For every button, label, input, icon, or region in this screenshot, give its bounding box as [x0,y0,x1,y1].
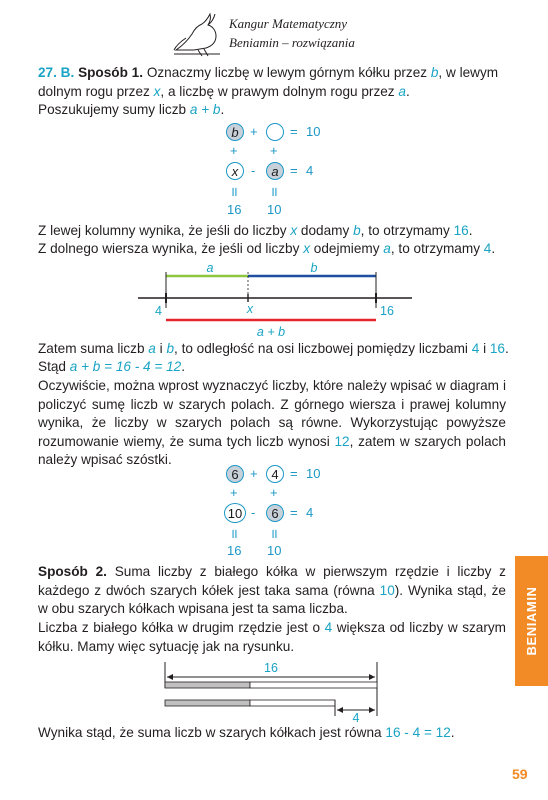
column-explanation [38,222,472,241]
number-4: 4 [483,241,492,256]
circle-top-left: 6 [226,465,244,483]
bottom-row-value: 4 [306,505,314,520]
op-minus: - [251,505,256,520]
intro-text: , a liczbę w prawym dolnym rogu przez [160,84,395,99]
label-b: b [310,261,318,275]
intro-text: Oznaczmy liczbę w lewym górnym kółku przez [146,65,428,80]
op-plus: + [250,466,258,481]
column-text: dodamy [300,223,350,238]
left-column-total: 16 [227,543,242,558]
circle-bottom-right: a [266,162,284,180]
result-expression: a + b = 16 - 4 = 12 [69,359,182,374]
right-column-total: 10 [267,543,282,558]
intro-text: dolnym rogu przez [38,84,150,99]
bar-label-4: 4 [352,711,360,724]
bar-diagram [155,658,395,724]
method1-label: Sposób 1. [78,65,144,80]
final-statement [38,724,455,743]
bar-bottom-white [250,700,335,706]
method2-text: ). Wynika stąd, że w obu szarych kółkach wpisana jest ta sama liczba. [38,582,506,617]
problem-label: 27. B. [38,65,75,80]
op-equals-col-right: ॥ [270,526,278,541]
circle-top-left: b [226,123,244,141]
explanation-text: , zatem w szarych polach należy wpisać szóstki. [38,433,506,468]
op-equals-col-right: ॥ [270,184,278,199]
section-side-tab [515,556,548,686]
distance-text: . [505,341,509,356]
op-equals: = [290,505,298,520]
bar-label-16: 16 [264,661,278,675]
number-4: 4 [471,341,480,356]
final-text: Wynika stąd, że suma liczb w szarych kółkach jest równa [38,725,382,740]
var-x: x [303,241,310,256]
op-equals: = [290,124,298,139]
label-16: 16 [380,304,394,318]
row-text: Z dolnego wiersza wynika, że jeśli od liczby [38,241,300,256]
distance-text: i [159,341,163,356]
problem-intro-line-1 [38,64,498,83]
number-16: 16 [489,341,505,356]
row-explanation [38,240,495,259]
intro-text: , w lewym [438,65,499,80]
var-a: a [383,241,391,256]
bar-bottom-gray [165,700,250,706]
kangaroo-logo-icon [172,10,224,58]
top-row-value: 10 [306,466,321,481]
intro-text: Poszukujemy sumy liczb [38,102,187,117]
method2-paragraph-b [38,619,506,656]
number-4: 4 [324,620,333,635]
problem-intro-line-2 [38,83,410,102]
row-text: . [491,241,496,256]
var-b: b [353,223,361,238]
number-12: 12 [334,433,350,449]
explanation-text: Oczywiście, można wprost wyznaczyć liczby, które należy wpisać w diagram i policzyć sumę liczb w szarych polach. Z górnego wiersza i prawej kolumny wynika, że liczby w szarych polach są równe. Wykorzystując powyższe rozumowanie wiemy, że suma tych liczb wynosi [38,378,506,449]
method2-paragraph [38,563,506,619]
column-text: . [468,223,473,238]
explanation-paragraph [38,377,506,470]
page-number: 59 [512,766,528,782]
distance-text: , to odległość na osi liczbowej pomiędzy liczbami [174,341,468,356]
var-b: b [430,65,439,80]
final-text: . [450,725,455,740]
number-16: 16 [453,223,469,238]
label-x: x [246,302,254,316]
row-text: odejmiemy [313,241,380,256]
method2-label: Sposób 2. [38,564,107,579]
header-title: Kangur Matematyczny [229,16,348,31]
number-line-diagram [130,260,420,340]
label-sum: a + b [256,325,286,339]
bar-top-gray [165,682,250,688]
final-result: 16 - 4 = 12 [385,725,451,740]
label-4: 4 [155,304,162,318]
bar-top-white [250,682,377,688]
op-plus-col-right: + [270,485,278,500]
circle-bottom-left: x [226,162,244,180]
distance-text: i [483,341,487,356]
sum-expression: a + b [189,102,221,117]
var-x: x [290,223,298,238]
op-minus: - [251,163,256,178]
var-x: x [153,84,161,99]
op-equals-col-left: ॥ [230,184,238,199]
label-a: a [206,261,214,275]
op-equals: = [290,466,298,481]
distance-text: Stąd [38,359,66,374]
header-subtitle: Beniamin – rozwiązania [229,35,355,50]
column-text: , to otrzymamy [360,223,450,238]
method2-text: Liczba z białego kółka w drugim rzędzie jest o [38,620,321,635]
number-10: 10 [379,582,395,598]
column-text: Z lewej kolumny wynika, że jeśli do liczby [38,223,287,238]
circle-bottom-left: 10 [224,503,246,523]
op-equals: = [290,163,298,178]
problem-intro-line-3 [38,101,224,120]
circle-top-right [266,123,284,141]
var-b: b [166,341,175,356]
page-header [172,10,372,58]
distance-text-line-2 [38,358,185,377]
intro-text: . [405,84,410,99]
circle-top-right: 4 [266,465,284,483]
op-plus: + [250,124,258,139]
right-column-total: 10 [267,202,282,217]
op-equals-col-left: ॥ [230,526,238,541]
method2-text: większa od liczby w szarym kółku. Mamy więc sytuację jak na rysunku. [38,620,506,654]
distance-text: . [181,359,186,374]
row-text: , to otrzymamy [390,241,480,256]
distance-text-line-1 [38,340,509,359]
distance-text: Zatem suma liczb [38,341,145,356]
op-plus-col-left: + [230,485,238,500]
op-plus-col-right: + [270,143,278,158]
op-plus-col-left: + [230,143,238,158]
circle-bottom-right: 6 [266,504,284,522]
var-a: a [148,341,156,356]
top-row-value: 10 [306,124,321,139]
left-column-total: 16 [227,202,242,217]
method2-text: Suma liczby z białego kółka w pierwszym rzędzie i liczby z każdego z dwóch szarych kółek jest taka sama (równa [38,564,506,598]
side-tab-label: BENIAMIN [524,586,539,656]
bottom-row-value: 4 [306,163,314,178]
intro-text: . [220,102,225,117]
var-a: a [398,84,406,99]
